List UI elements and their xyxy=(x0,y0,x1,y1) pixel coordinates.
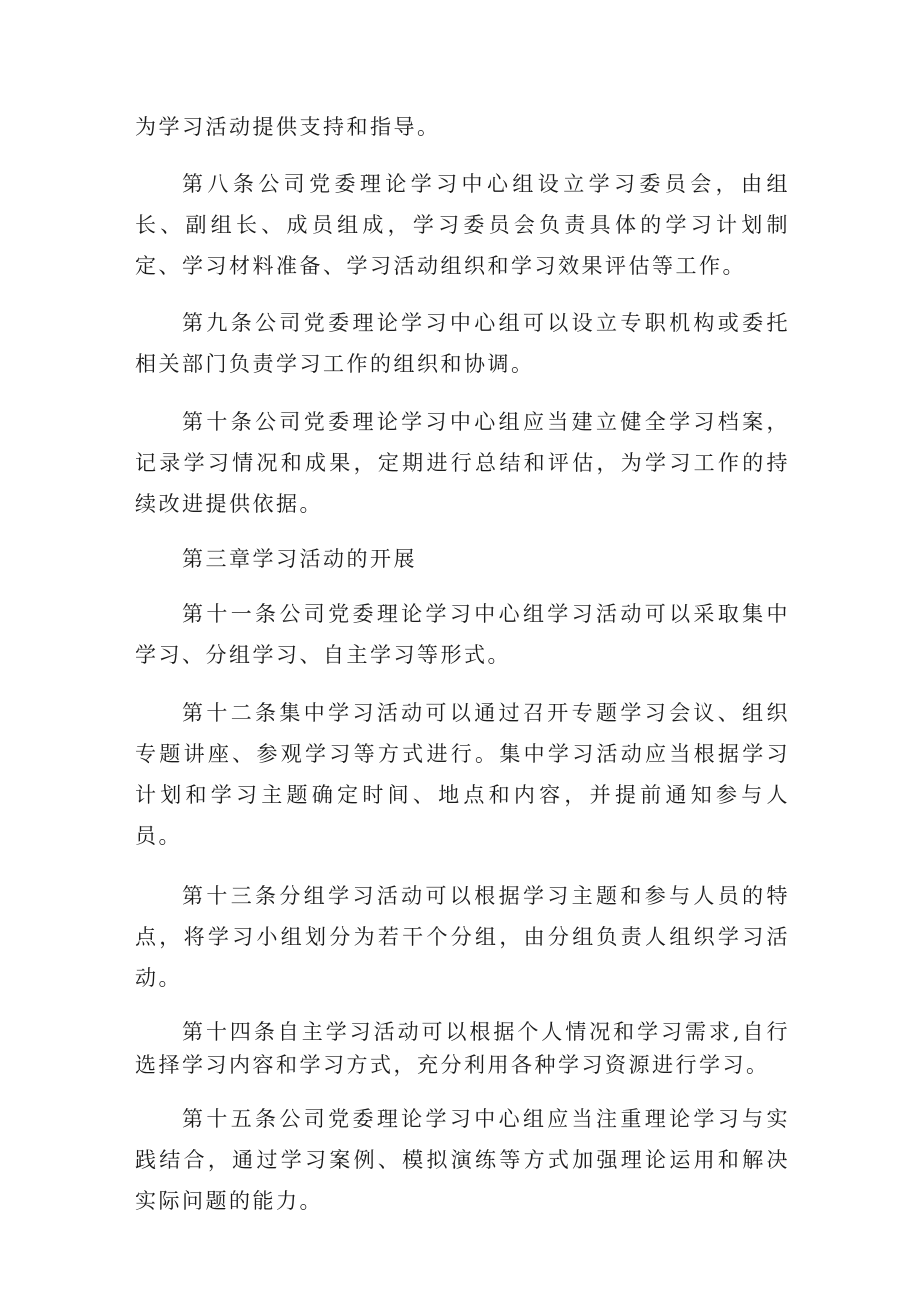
paragraph-article-12: 第十二条集中学习活动可以通过召开专题学习会议、组织专题讲座、参观学习等方式进行。集中学习活动应当根据学习计划和学习主题确定时间、地点和内容，并提前通知参与人员。 xyxy=(135,701,790,848)
chapter-3-heading: 第三章学习活动的开展 xyxy=(182,547,417,571)
paragraph-article-15: 第十五条公司党委理论学习中心组应当注重理论学习与实践结合，通过学习案例、模拟演练等方式加强理论运用和解决实际问题的能力。 xyxy=(135,1107,790,1213)
paragraph-article-9: 第九条公司党委理论学习中心组可以设立专职机构或委托相关部门负责学习工作的组织和协调。 xyxy=(135,311,790,376)
paragraph-article-13: 第十三条分组学习活动可以根据学习主题和参与人员的特点，将学习小组划分为若干个分组，由分组负责人组织学习活动。 xyxy=(135,884,790,990)
paragraph-article-14: 第十四条自主学习活动可以根据个人情况和学习需求,自行选择学习内容和学习方式，充分利用各种学习资源进行学习。 xyxy=(135,1020,790,1077)
paragraph-article-10: 第十条公司党委理论学习中心组应当建立健全学习档案，记录学习情况和成果，定期进行总结和评估，为学习工作的持续改进提供依据。 xyxy=(135,410,790,516)
paragraph-continuation: 为学习活动提供支持和指导。 xyxy=(135,115,441,139)
paragraph-article-11: 第十一条公司党委理论学习中心组学习活动可以采取集中学习、分组学习、自主学习等形式。 xyxy=(135,602,790,667)
document-body xyxy=(135,107,790,1222)
paragraph-article-8: 第八条公司党委理论学习中心组设立学习委员会，由组长、副组长、成员组成，学习委员会负责具体的学习计划制定、学习材料准备、学习活动组织和学习效果评估等工作。 xyxy=(135,172,790,278)
